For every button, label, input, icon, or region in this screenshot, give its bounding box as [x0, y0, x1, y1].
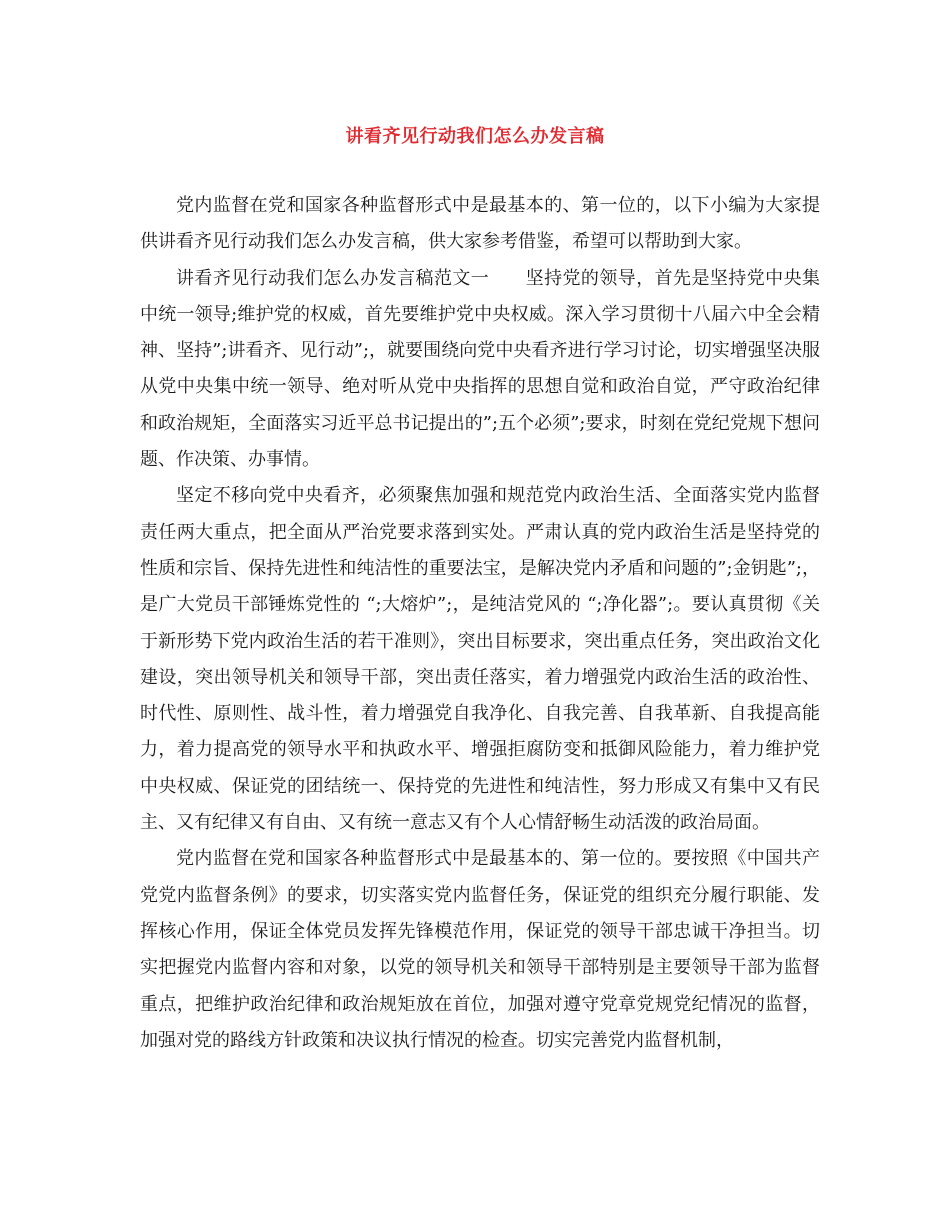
paragraph-3 [140, 478, 820, 841]
paragraph-text: 党内监督在党和国家各种监督形式中是最基本的、第一位的，以下小编为大家提供讲看齐见行动我们怎么办发言稿，供大家参考借鉴，希望可以帮助到大家。 [140, 195, 820, 253]
section-lead: 讲看齐见行动我们怎么办发言稿范文一 [176, 267, 490, 289]
paragraph-text: 党内监督在党和国家各种监督形式中是最基本的、第一位的。要按照《中国共产党党内监督条例》的要求，切实落实党内监督任务，保证党的组织充分履行职能、发挥核心作用，保证全体党员发挥先锋模范作用，保证党的领导干部忠诚干净担当。切实把握党内监督内容和对象，以党的领导机关和领导干部特别是主要领导干部为监督重点，把维护政治纪律和政治规矩放在首位，加强对遵守党章党规党纪情况的监督，加强对党的路线方针政策和决议执行情况的检查。切实完善党内监督机制， [140, 848, 820, 1051]
paragraph-1 [140, 188, 820, 261]
paragraph-text: 坚持党的领导，首先是坚持党中央集中统一领导;维护党的权威，首先要维护党中央权威。深入学习贯彻十八届六中全会精神、坚持”;讲看齐、见行动”;，就要围绕向党中央看齐进行学习讨论，切实增强坚决服从党中央集中统一领导、绝对听从党中央指挥的思想自觉和政治自觉，严守政治纪律和政治规矩，全面落实习近平总书记提出的”;五个必须”;要求，时刻在党纪党规下想问题、作决策、办事情。 [140, 267, 821, 471]
paragraph-2 [140, 261, 820, 479]
paragraph-4 [140, 841, 820, 1059]
document-body [140, 188, 820, 1059]
paragraph-text: 坚定不移向党中央看齐，必须聚焦加强和规范党内政治生活、全面落实党内监督责任两大重点，把全面从严治党要求落到实处。严肃认真的党内政治生活是坚持党的性质和宗旨、保持先进性和纯洁性的重要法宝，是解决党内矛盾和问题的”;金钥匙”;，是广大党员干部锤炼党性的 “;大熔炉”;，是纯洁党风的 “;净化器”;。要认真贯彻《关于新形势下党内政治生活的若干准则》，突出目标要求，突出重点任务，突出政治文化建设，突出领导机关和领导干部，突出责任落实，着力增强党内政治生活的政治性、时代性、原则性、战斗性，着力增强党自我净化、自我完善、自我革新、自我提高能力，着力提高党的领导水平和执政水平、增强拒腐防变和抵御风险能力，着力维护党中央权威、保证党的团结统一、保持党的先进性和纯洁性，努力形成又有集中又有民主、又有纪律又有自由、又有统一意志又有个人心情舒畅生动活泼的政治局面。 [140, 485, 820, 834]
document-title: 讲看齐见行动我们怎么办发言稿 [345, 126, 605, 147]
